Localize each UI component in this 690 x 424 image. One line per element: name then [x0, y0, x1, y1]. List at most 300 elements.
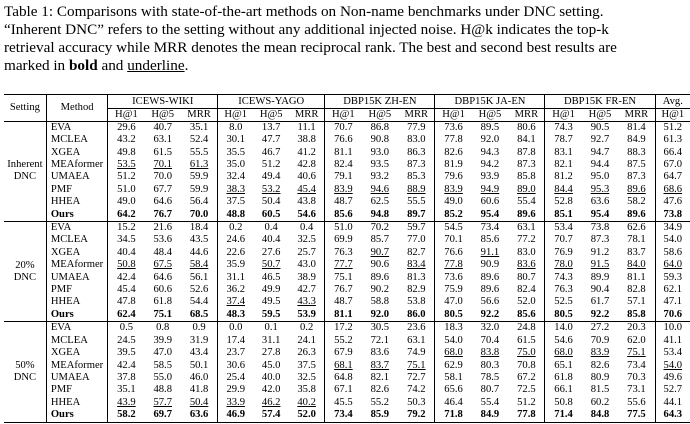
metric-cell: 70.9: [590, 334, 610, 346]
avg-cell: 54.0: [655, 360, 690, 372]
metric-cell: 76.3: [545, 284, 582, 296]
caption-line-3: retrieval accuracy while MRR denotes the mean reciprocal rank. The best and second best results are: [4, 39, 617, 56]
method-name: PMF: [46, 184, 108, 196]
avg-cell: 59.3: [655, 272, 690, 284]
table-row: [4, 409, 690, 422]
metric-cell: 92.0: [480, 134, 500, 146]
metric-cell: 73.4: [325, 409, 362, 422]
metric-cell: 50.4: [261, 196, 281, 208]
metric-cell: 79.6: [435, 171, 472, 183]
metric-cell: 21.6: [153, 222, 172, 234]
metric-h1: H@1: [325, 109, 362, 122]
metric-cell: 63.6: [189, 409, 209, 421]
metric-cell: 35.5: [218, 147, 254, 159]
metric-avg-h1: H@1: [655, 109, 690, 122]
metric-cell: 70.8: [517, 359, 536, 371]
metric-cell: 22.6: [218, 247, 254, 259]
method-name: XGEA: [46, 147, 108, 159]
metric-cell: 87.3: [517, 159, 536, 171]
method-name: MCLEA: [46, 134, 108, 146]
metric-cell: 53.8: [407, 296, 426, 308]
metric-cell: 79.1: [325, 171, 362, 183]
metric-cell: 60.6: [153, 284, 172, 296]
metric-cell: 78.7: [545, 134, 582, 146]
metric-cell: 50.1: [189, 359, 209, 371]
table-row: [4, 196, 690, 208]
metric-cell: 0.2: [218, 222, 254, 235]
metric-cell: 87.5: [627, 159, 646, 171]
metric-cell: 51.2: [108, 171, 145, 183]
header-dataset-icews-wiki: ICEWS-WIKI: [108, 95, 218, 109]
metric-cell: 52.6: [189, 284, 209, 296]
caption-underline-word: underline: [127, 57, 185, 74]
metric-cell: 76.9: [545, 247, 582, 259]
metric-cell: 53.5: [108, 159, 145, 171]
metric-cell: 68.0: [545, 347, 582, 359]
metric-cell: 73.4: [627, 359, 646, 371]
metric-cell: 80.7: [517, 271, 536, 283]
metric-cell: 80.5: [435, 309, 472, 322]
avg-cell: 70.6: [655, 309, 690, 322]
metric-cell: 81.5: [590, 384, 610, 396]
metric-cell: 93.9: [480, 171, 500, 183]
metric-cell: 92.2: [480, 308, 500, 320]
metric-cell: 38.8: [297, 134, 316, 146]
avg-cell: 66.4: [655, 147, 690, 159]
metric-cell: 42.4: [108, 360, 145, 372]
metric-cell: 42.8: [297, 159, 316, 171]
metric-cell: 83.6: [370, 347, 390, 359]
metric-cell: 55.6: [627, 396, 646, 408]
metric-cell: 58.5: [153, 359, 172, 371]
metric-cell: 83.9: [325, 184, 362, 196]
metric-cell: 47.7: [261, 134, 281, 146]
metric-cell: 67.7: [153, 183, 172, 195]
metric-cell: 49.8: [108, 147, 145, 159]
metric-cell: 82.4: [325, 159, 362, 171]
metric-cell: 67.9: [325, 347, 362, 359]
metric-cell: 76.7: [153, 208, 172, 220]
metric-cell: 37.5: [297, 359, 316, 371]
metric-cell: 59.5: [261, 308, 281, 320]
metric-h1: H@1: [218, 109, 254, 122]
metric-cell: 69.7: [153, 409, 172, 421]
caption-line-4: [4, 57, 686, 75]
metric-cell: 82.4: [517, 284, 536, 296]
metric-cell: 73.8: [590, 222, 610, 234]
metric-cell: 85.1: [545, 209, 582, 222]
table-row: [4, 322, 690, 335]
metric-cell: 65.1: [545, 360, 582, 372]
metric-cell: 23.6: [407, 322, 426, 334]
metric-cell: 43.4: [189, 347, 209, 359]
metric-cell: 77.8: [517, 409, 536, 421]
metric-cell: 60.5: [261, 208, 281, 220]
metric-cell: 0.9: [192, 322, 206, 334]
metric-cell: 49.0: [108, 196, 145, 208]
metric-cell: 37.8: [108, 372, 145, 384]
metric-cell: 64.6: [153, 271, 172, 283]
metric-cell: 80.3: [480, 359, 500, 371]
caption-line-4-mid: and: [97, 57, 128, 74]
caption-line-4-pre: marked in: [4, 57, 69, 74]
metric-cell: 74.3: [545, 272, 582, 284]
metric-cell: 90.8: [370, 134, 390, 146]
setting-label-line-1: Inherent: [7, 159, 43, 171]
avg-cell: 58.6: [655, 247, 690, 259]
metric-cell: 62.6: [627, 222, 646, 234]
metric-cell: 59.9: [189, 183, 209, 195]
metric-cell: 48.3: [218, 309, 254, 322]
metric-cell: 75.1: [627, 347, 646, 359]
metric-cell: 58.4: [189, 259, 209, 271]
metric-cell: 82.8: [627, 284, 646, 296]
metric-cell: 53.4: [545, 222, 582, 235]
metric-cell: 89.6: [627, 183, 646, 195]
metric-cell: 55.2: [325, 335, 362, 347]
metric-cell: 31.1: [218, 272, 254, 284]
metric-cell: 58.2: [627, 196, 646, 208]
metric-cell: 24.6: [218, 234, 254, 246]
metric-cell: 34.5: [108, 234, 145, 246]
metric-cell: 93.0: [370, 146, 390, 158]
metric-cell: 62.0: [627, 334, 646, 346]
caption-line-1: Table 1: Comparisons with state-of-the-art methods on Non-name benchmarks under DNC setting.: [4, 3, 604, 20]
table-row: [4, 234, 690, 246]
metric-cell: 74.3: [545, 121, 582, 134]
metric-cell: 69.9: [325, 234, 362, 246]
metric-cell: 62.4: [108, 309, 145, 322]
metric-cell: 0.1: [264, 322, 278, 334]
metric-cell: 49.0: [435, 196, 472, 208]
method-name: HHEA: [46, 397, 108, 409]
metric-h5: H@5: [259, 109, 283, 120]
metric-h1: H@1: [545, 109, 582, 122]
metric-cell: 42.4: [108, 272, 145, 284]
metric-cell: 77.0: [407, 234, 426, 246]
avg-cell: 54.0: [655, 234, 690, 246]
table-row: [4, 171, 690, 183]
metric-cell: 25.4: [218, 372, 254, 384]
metric-cell: 83.6: [517, 259, 536, 271]
metric-mrr: MRR: [294, 109, 319, 120]
metric-cell: 42.0: [261, 384, 281, 396]
metric-cell: 38.3: [218, 184, 254, 196]
metric-cell: 95.4: [590, 208, 610, 220]
metric-cell: 86.8: [370, 121, 390, 133]
avg-cell: 34.9: [655, 222, 690, 235]
metric-cell: 39.9: [153, 334, 172, 346]
metric-cell: 89.9: [590, 271, 610, 283]
metric-cell: 31.9: [189, 334, 209, 346]
header-avg: Avg.: [655, 95, 690, 109]
metric-cell: 90.2: [370, 284, 390, 296]
metric-cell: 70.2: [370, 222, 390, 234]
metric-cell: 37.4: [218, 296, 254, 308]
metric-cell: 30.1: [218, 134, 254, 146]
metric-cell: 57.4: [261, 409, 281, 421]
metric-cell: 45.5: [325, 397, 362, 409]
method-name: Ours: [46, 309, 108, 322]
metric-cell: 77.5: [627, 409, 646, 421]
method-name: EVA: [46, 322, 108, 335]
metric-cell: 41.8: [189, 384, 209, 396]
metric-cell: 94.4: [590, 159, 610, 171]
caption-bold-word: bold: [68, 57, 98, 74]
metric-cell: 63.1: [407, 334, 426, 346]
metric-cell: 93.2: [370, 171, 390, 183]
table-row: [4, 147, 690, 159]
metric-h1: H@1: [108, 109, 145, 122]
method-name: MCLEA: [46, 335, 108, 347]
metric-cell: 70.7: [545, 234, 582, 246]
metric-cell: 62.5: [370, 196, 390, 208]
metric-cell: 50.3: [407, 396, 426, 408]
metric-cell: 56.6: [480, 296, 500, 308]
metric-cell: 27.6: [261, 246, 281, 258]
metric-cell: 48.7: [325, 196, 362, 208]
setting-label-line-2: DNC: [13, 271, 37, 283]
metric-cell: 51.0: [325, 222, 362, 235]
metric-cell: 79.2: [407, 409, 426, 421]
avg-cell: 47.6: [655, 196, 690, 208]
metric-cell: 70.7: [325, 121, 362, 134]
metric-cell: 85.6: [480, 234, 500, 246]
metric-cell: 94.7: [590, 146, 610, 158]
metric-cell: 71.8: [435, 409, 472, 422]
metric-cell: 70.0: [153, 171, 172, 183]
metric-cell: 30.6: [218, 360, 254, 372]
metric-cell: 94.2: [480, 159, 500, 171]
avg-cell: 49.6: [655, 372, 690, 384]
avg-cell: 51.2: [655, 121, 690, 134]
metric-cell: 75.0: [517, 347, 536, 359]
metric-cell: 60.6: [480, 196, 500, 208]
metric-cell: 30.5: [370, 322, 390, 334]
metric-cell: 88.9: [407, 183, 426, 195]
table-row: [4, 372, 690, 384]
metric-cell: 43.3: [297, 296, 316, 308]
metric-cell: 89.6: [480, 284, 500, 296]
avg-cell: 73.8: [655, 209, 690, 222]
metric-cell: 66.1: [545, 384, 582, 396]
metric-cell: 83.9: [590, 347, 610, 359]
table-row: [4, 347, 690, 359]
avg-cell: 64.7: [655, 171, 690, 183]
table-row: [4, 284, 690, 296]
method-name: Ours: [46, 209, 108, 222]
metric-cell: 77.9: [407, 121, 426, 133]
metric-cell: 29.6: [108, 121, 145, 134]
table-row: [4, 209, 690, 222]
metric-cell: 48.8: [218, 209, 254, 222]
metric-cell: 85.8: [517, 171, 536, 183]
metric-cell: 64.6: [153, 196, 172, 208]
metric-cell: 85.8: [627, 308, 646, 320]
metric-cell: 35.1: [189, 121, 209, 133]
avg-cell: 52.7: [655, 384, 690, 396]
metric-cell: 72.1: [370, 334, 390, 346]
metric-cell: 43.5: [189, 234, 209, 246]
metric-cell: 90.4: [590, 284, 610, 296]
metric-cell: 35.1: [108, 384, 145, 396]
metric-cell: 25.7: [297, 246, 316, 258]
metric-cell: 81.9: [435, 159, 472, 171]
method-name: EVA: [46, 121, 108, 134]
table-row: [4, 397, 690, 409]
metric-cell: 84.9: [480, 409, 500, 421]
method-name: HHEA: [46, 296, 108, 308]
metric-cell: 47.0: [435, 296, 472, 308]
metric-mrr: MRR: [404, 109, 429, 120]
metric-cell: 80.9: [590, 371, 610, 383]
metric-cell: 85.9: [370, 409, 390, 421]
header-dataset-dbp15k-zh-en: DBP15K ZH-EN: [325, 95, 435, 109]
method-name: Ours: [46, 409, 108, 422]
metric-cell: 49.9: [261, 284, 281, 296]
metric-cell: 82.1: [370, 371, 390, 383]
metric-cell: 35.0: [218, 159, 254, 171]
metric-cell: 78.1: [627, 234, 646, 246]
metric-cell: 95.4: [480, 208, 500, 220]
metric-cell: 82.1: [545, 159, 582, 171]
metric-cell: 89.6: [370, 271, 390, 283]
metric-cell: 84.9: [627, 134, 646, 146]
metric-cell: 35.8: [297, 384, 316, 396]
metric-cell: 57.7: [153, 396, 172, 408]
metric-cell: 50.7: [261, 259, 281, 271]
table-row: [4, 247, 690, 259]
table-row: [4, 134, 690, 146]
metric-cell: 85.3: [407, 171, 426, 183]
metric-cell: 33.9: [218, 397, 254, 409]
metric-cell: 32.4: [218, 171, 254, 183]
table-row: [4, 184, 690, 196]
metric-cell: 48.4: [153, 246, 172, 258]
caption-line-4-post: .: [184, 57, 189, 74]
metric-cell: 55.5: [407, 196, 426, 208]
metric-cell: 70.3: [627, 371, 646, 383]
metric-cell: 91.5: [590, 259, 610, 271]
metric-cell: 54.4: [189, 296, 209, 308]
metric-cell: 45.4: [108, 284, 145, 296]
metric-cell: 61.7: [590, 296, 610, 308]
metric-cell: 77.8: [435, 134, 472, 146]
method-name: EVA: [46, 222, 108, 235]
metric-cell: 47.8: [108, 296, 145, 308]
metric-cell: 52.4: [189, 134, 209, 146]
metric-cell: 55.5: [189, 146, 209, 158]
metric-cell: 82.6: [370, 384, 390, 396]
metric-cell: 60.2: [590, 396, 610, 408]
metric-cell: 62.9: [435, 360, 472, 372]
metric-cell: 56.4: [189, 196, 209, 208]
metric-cell: 0.4: [264, 222, 278, 234]
metric-cell: 74.2: [407, 384, 426, 396]
metric-cell: 75.1: [325, 272, 362, 284]
metric-cell: 11.1: [297, 121, 316, 133]
metric-cell: 84.8: [590, 409, 610, 421]
metric-cell: 94.3: [480, 146, 500, 158]
metric-cell: 8.0: [218, 121, 254, 134]
setting-label: [4, 121, 46, 221]
metric-cell: 87.3: [407, 159, 426, 171]
metric-cell: 44.6: [189, 246, 209, 258]
metric-cell: 75.9: [435, 284, 472, 296]
metric-cell: 83.7: [627, 246, 646, 258]
avg-cell: 53.4: [655, 347, 690, 359]
metric-cell: 49.5: [261, 296, 281, 308]
metric-cell: 63.1: [517, 222, 536, 234]
metric-cell: 75.1: [407, 359, 426, 371]
metric-cell: 53.6: [153, 234, 172, 246]
metric-cell: 46.2: [261, 396, 281, 408]
metric-cell: 94.6: [370, 183, 390, 195]
table-row: [4, 121, 690, 134]
metric-cell: 83.4: [407, 259, 426, 271]
metric-cell: 61.5: [517, 334, 536, 346]
caption-line-2: “Inherent DNC” refers to the setting without any additional injected noise. H@k indicates the top-k: [4, 21, 609, 38]
metric-cell: 45.0: [261, 359, 281, 371]
metric-cell: 81.2: [545, 171, 582, 183]
metric-cell: 59.9: [189, 171, 209, 183]
metric-cell: 54.6: [545, 335, 582, 347]
metric-cell: 23.7: [218, 347, 254, 359]
metric-cell: 24.8: [517, 322, 536, 334]
metric-cell: 95.0: [590, 171, 610, 183]
metric-cell: 75.1: [153, 308, 172, 320]
table-row: [4, 384, 690, 396]
header-dataset-icews-yago: ICEWS-YAGO: [218, 95, 325, 109]
metric-cell: 15.2: [108, 222, 145, 235]
metric-cell: 51.0: [108, 184, 145, 196]
metric-cell: 83.1: [545, 147, 582, 159]
metric-cell: 81.3: [407, 271, 426, 283]
metric-cell: 83.0: [517, 246, 536, 258]
metric-cell: 0.5: [108, 322, 145, 335]
metric-cell: 43.0: [297, 259, 316, 271]
metric-cell: 83.7: [370, 359, 390, 371]
metric-cell: 32.5: [297, 234, 316, 246]
metric-cell: 76.6: [435, 247, 472, 259]
metric-cell: 18.3: [435, 322, 472, 335]
metric-cell: 46.7: [261, 146, 281, 158]
metric-cell: 18.4: [189, 222, 209, 234]
metric-cell: 89.6: [627, 208, 646, 220]
metric-cell: 70.4: [480, 334, 500, 346]
metric-cell: 87.3: [590, 234, 610, 246]
table-row: [4, 159, 690, 171]
avg-cell: 44.1: [655, 397, 690, 409]
metric-cell: 89.7: [407, 208, 426, 220]
metric-cell: 91.2: [590, 246, 610, 258]
metric-cell: 59.7: [407, 222, 426, 234]
table-caption: [4, 3, 686, 75]
metric-cell: 89.6: [480, 271, 500, 283]
setting-label-line-2: DNC: [13, 371, 37, 383]
metric-cell: 67.2: [517, 371, 536, 383]
metric-cell: 72.5: [517, 384, 536, 396]
metric-header-row: [4, 109, 690, 122]
metric-cell: 82.7: [407, 246, 426, 258]
metric-cell: 52.0: [517, 296, 536, 308]
metric-cell: 89.6: [517, 208, 536, 220]
avg-cell: 41.1: [655, 335, 690, 347]
metric-cell: 91.1: [480, 246, 500, 258]
metric-cell: 86.0: [407, 308, 426, 320]
metric-cell: 81.4: [627, 121, 646, 133]
metric-cell: 90.7: [370, 246, 390, 258]
